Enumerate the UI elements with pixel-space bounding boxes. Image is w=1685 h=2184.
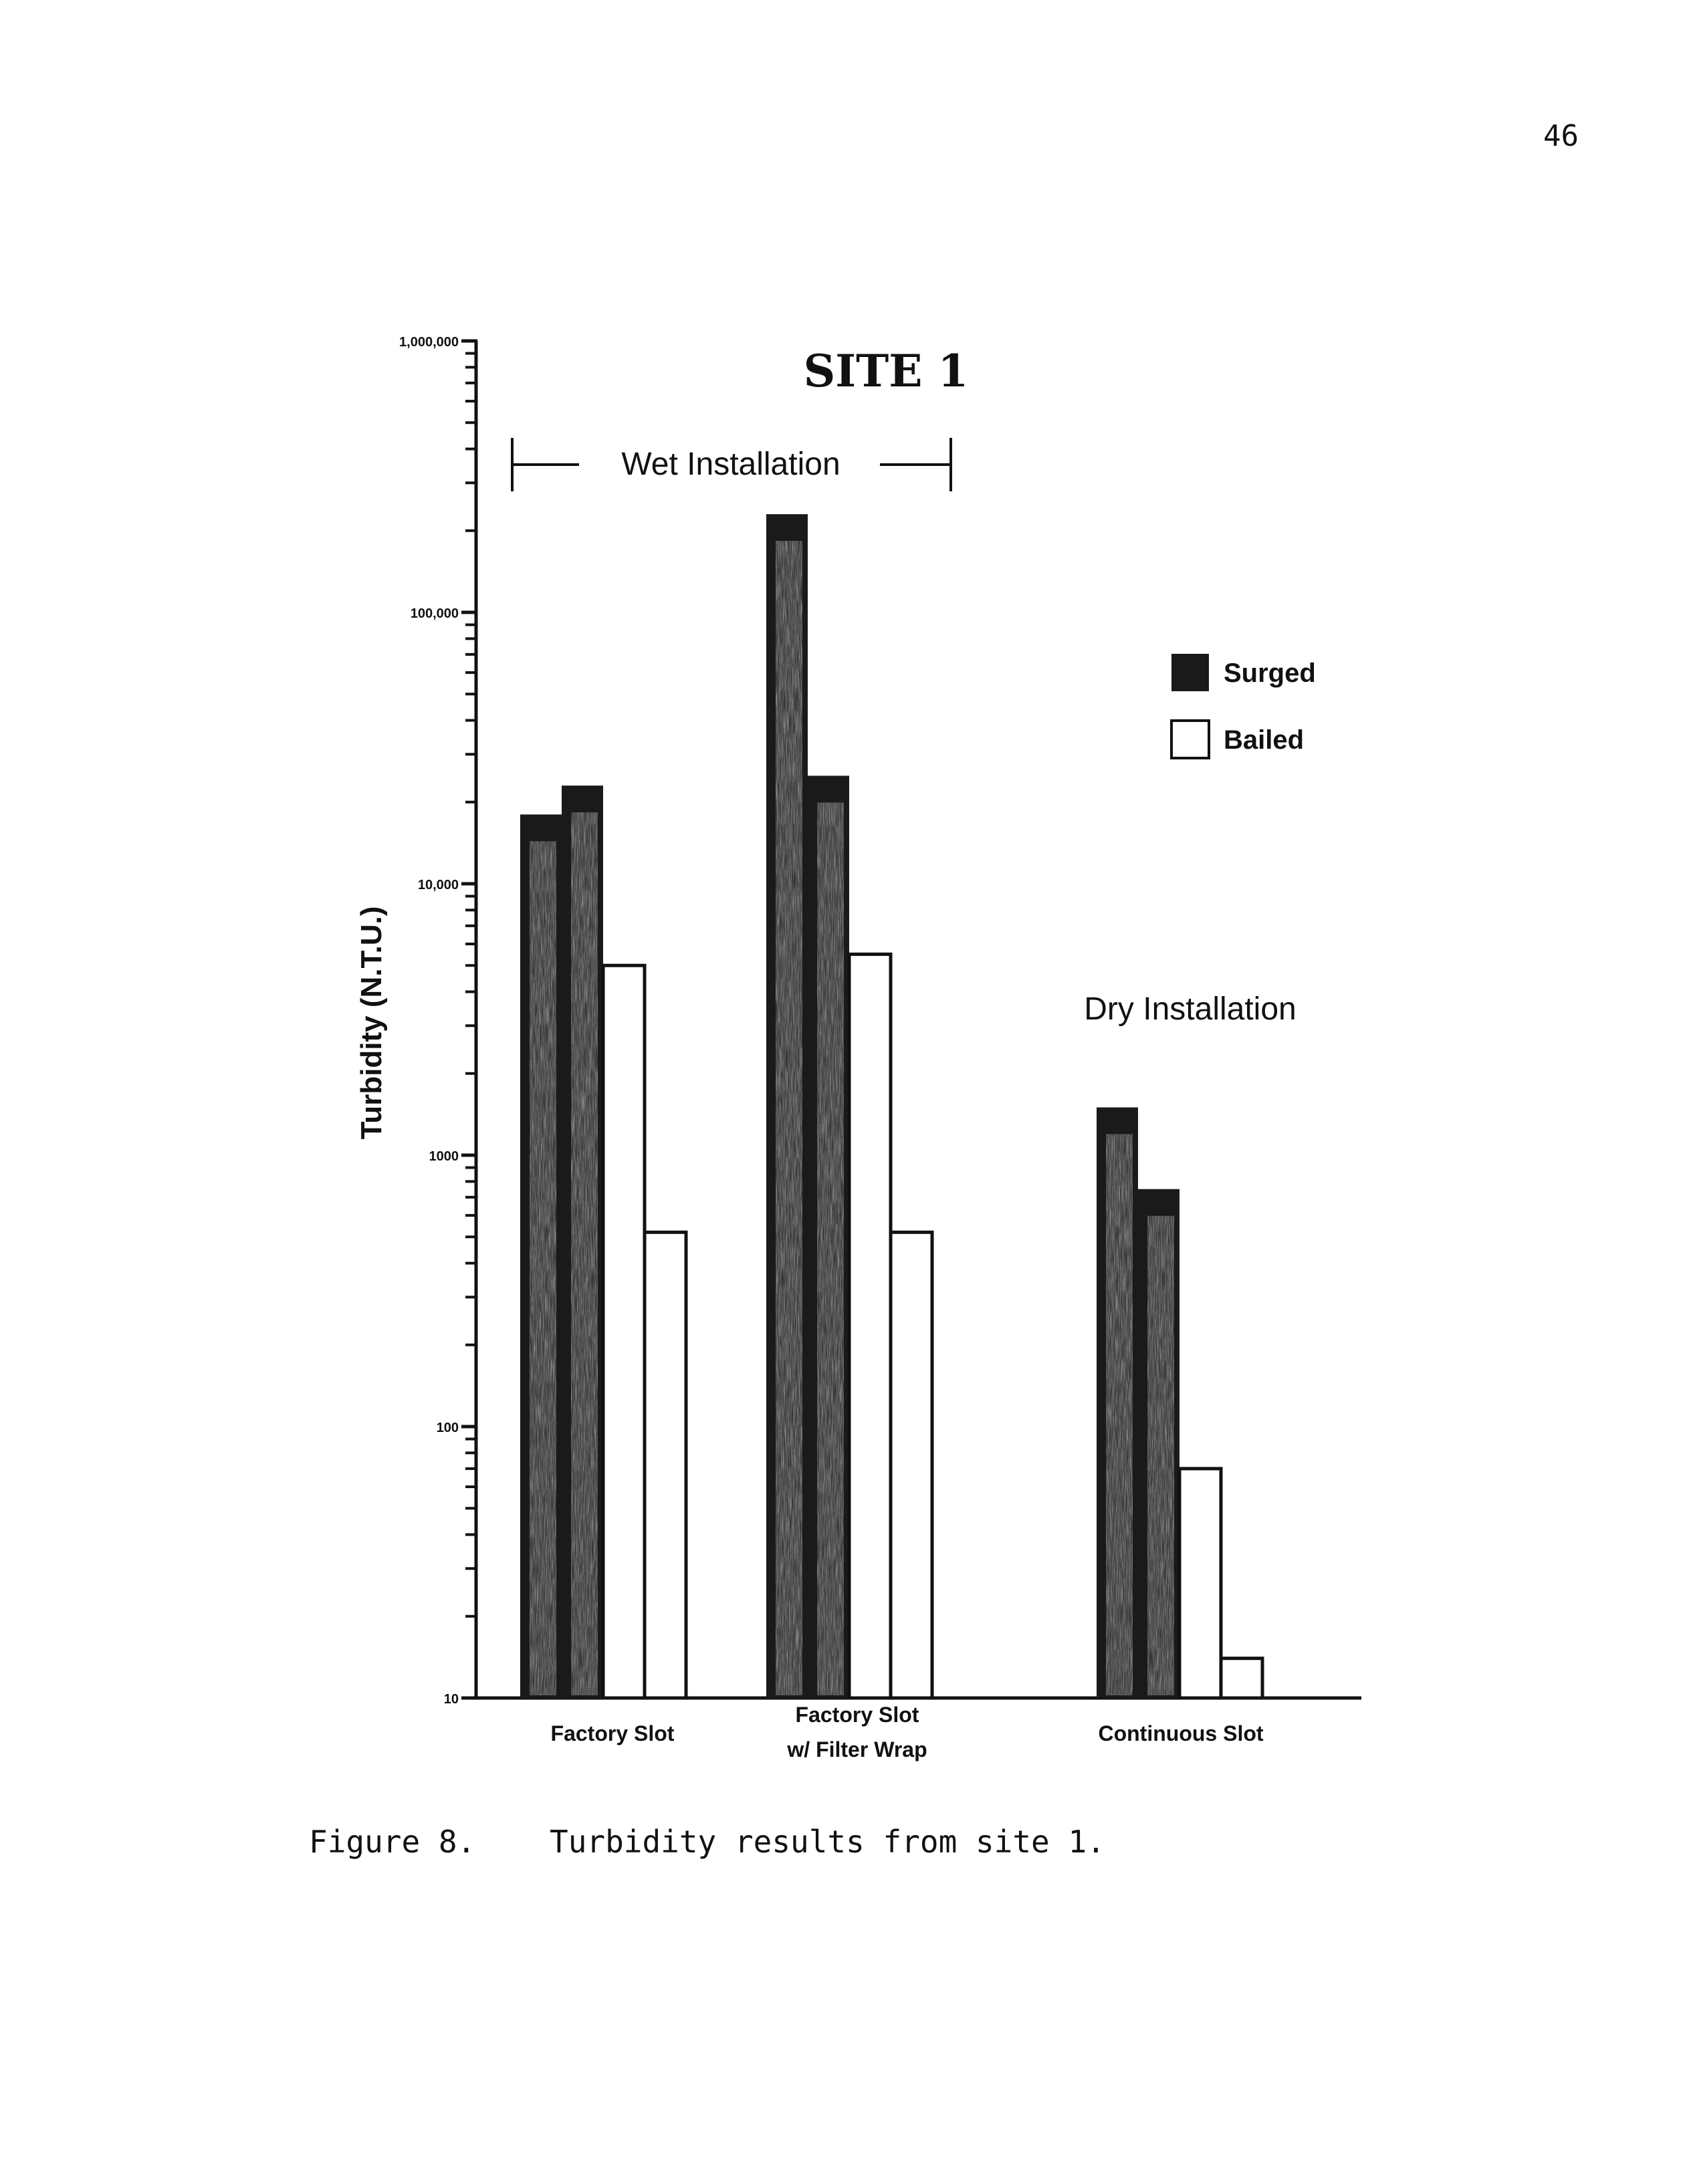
y-axis — [399, 335, 477, 1707]
y-tick-label: 10,000 — [417, 878, 459, 892]
figure-caption-text: Turbidity results from site 1. — [550, 1824, 1105, 1860]
wet-installation-label: Wet Installation — [621, 447, 840, 482]
legend-label-bailed: Bailed — [1224, 725, 1305, 755]
x-tick-label-continuous: Continuous Slot — [1098, 1721, 1264, 1745]
figure-caption — [309, 1824, 1105, 1860]
y-tick-label: 1,000,000 — [399, 335, 459, 350]
legend-label-surged: Surged — [1224, 658, 1316, 688]
chart-title: SITE 1 — [803, 345, 969, 397]
bar-surged-texture — [530, 841, 556, 1695]
bar-surged-texture — [776, 541, 802, 1695]
bars — [520, 514, 1262, 1698]
legend — [1171, 654, 1316, 758]
dry-installation-label: Dry Installation — [1084, 991, 1297, 1027]
bar-bailed-continuous-1 — [1180, 1469, 1221, 1698]
bar-surged-texture — [1106, 1134, 1133, 1695]
bar-group-continuous — [1097, 1108, 1262, 1698]
bar-bailed-filter-2 — [891, 1232, 932, 1698]
bar-surged-texture — [817, 802, 844, 1695]
y-tick-label: 100,000 — [410, 606, 459, 621]
page-number: 46 — [1543, 119, 1579, 153]
x-tick-labels — [551, 1703, 1264, 1762]
legend-swatch-surged — [1171, 654, 1209, 691]
y-tick-label: 1000 — [429, 1149, 459, 1164]
bar-bailed-factory-1 — [603, 965, 645, 1698]
x-tick-label-filter-line2: w/ Filter Wrap — [787, 1737, 927, 1762]
legend-swatch-bailed — [1171, 721, 1209, 758]
y-axis-label: Turbidity (N.T.U.) — [355, 906, 388, 1140]
bar-bailed-factory-2 — [645, 1232, 686, 1698]
bar-surged-texture — [1147, 1216, 1174, 1695]
figure-number: Figure 8. — [309, 1824, 476, 1860]
y-tick-label: 10 — [443, 1692, 459, 1707]
x-tick-label-factory: Factory Slot — [550, 1721, 675, 1745]
bar-bailed-filter-1 — [849, 954, 891, 1698]
bar-bailed-continuous-2 — [1221, 1659, 1262, 1698]
bar-group-factory — [520, 785, 686, 1698]
bar-group-filter — [766, 514, 932, 1698]
y-tick-label: 100 — [436, 1421, 459, 1435]
x-tick-label-filter: Factory Slot — [795, 1703, 919, 1727]
bar-surged-texture — [571, 812, 598, 1695]
